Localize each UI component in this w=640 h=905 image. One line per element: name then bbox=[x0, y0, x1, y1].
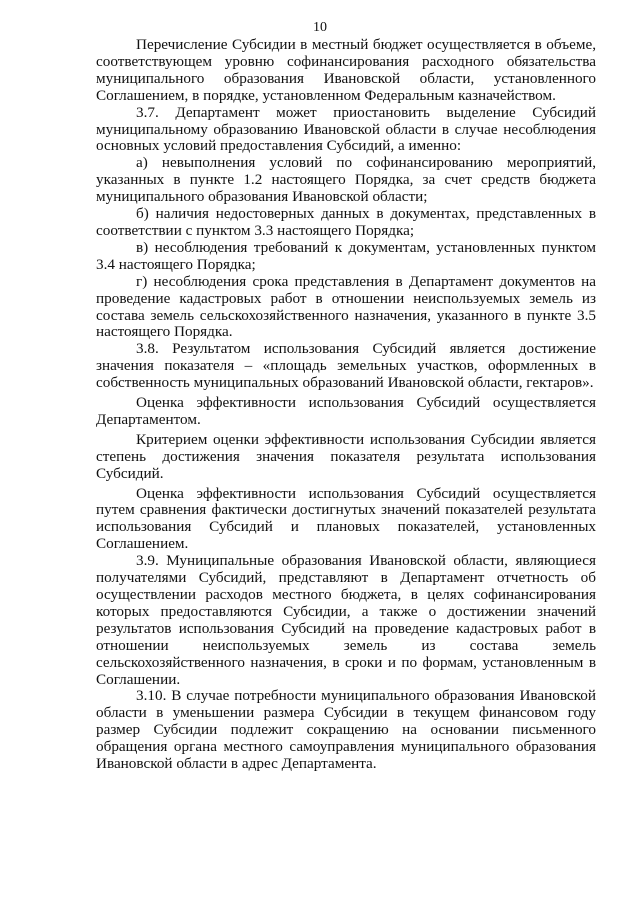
paragraph-3-7-c: в) несоблюдения требований к документам, установленных пунктом 3.4 настоящего Порядка; bbox=[96, 238, 596, 273]
paragraph-efficiency-evaluation: Оценка эффективности использования Субсидий осуществляется Департаментом. bbox=[96, 394, 596, 428]
document-body bbox=[96, 37, 596, 773]
paragraph-3-7-b: б) наличия недостоверных данных в документах, представленных в соответствии с пунктом 3.3 настоящего Порядка; bbox=[96, 205, 596, 239]
paragraph-3-9: 3.9. Муниципальные образования Ивановской области, являющиеся получателями Субсидий, представляют в Департамент отчетность об осуществлении расходов местного бюджета, в целях софинансирования которых предоставляются Субсидии, а также о достижении значений результатов использования Субсидий на проведение кадастровых работ в отношении неиспользуемых земель из состава земель сельскохозяйственного назначения, в сроки и по формам, установленным в Соглашении. bbox=[96, 552, 596, 688]
paragraph-3-10: 3.10. В случае потребности муниципального образования Ивановской области в уменьшении размера Субсидии в текущем финансовом году размер Субсидии подлежит сокращению на основании письменного обращения органа местного самоуправления муниципального образования Ивановской области в адрес Департамента. bbox=[96, 687, 596, 773]
page-number: 10 bbox=[313, 20, 327, 35]
paragraph-efficiency-criterion: Критерием оценки эффективности использования Субсидии является степень достижения значения показателя результата использования Субсидий. bbox=[96, 430, 596, 482]
paragraph-efficiency-method: Оценка эффективности использования Субсидий осуществляется путем сравнения фактически достигнутых значений показателей результата использования Субсидий и плановых показателей, установленных Соглашением. bbox=[96, 484, 596, 553]
paragraph-3-7: 3.7. Департамент может приостановить выделение Субсидий муниципальному образованию Ивановской области в случае несоблюдения основных условий предоставления Субсидий, а именно: bbox=[96, 103, 596, 155]
paragraph-3-7-a: а) невыполнения условий по софинансированию мероприятий, указанных в пункте 1.2 настоящего Порядка, за счет средств бюджета муниципального образования Ивановской области; bbox=[96, 154, 596, 206]
paragraph-3-7-d: г) несоблюдения срока представления в Департамент документов на проведение кадастровых работ в отношении неиспользуемых земель из состава земель сельскохозяйственного назначения, указанного в пункте 3.5 настоящего Порядка. bbox=[96, 272, 596, 341]
paragraph-subsidy-transfer: Перечисление Субсидии в местный бюджет осуществляется в объеме, соответствующем уровню софинансирования расходного обязательства муниципального образования Ивановской области, установленного Соглашением, в порядке, установленном Федеральным казначейством. bbox=[96, 36, 596, 104]
paragraph-3-8: 3.8. Результатом использования Субсидий является достижение значения показателя – «площадь земельных участков, оформленных в собственность муниципальных образований Ивановской области, гектаров». bbox=[96, 340, 596, 392]
